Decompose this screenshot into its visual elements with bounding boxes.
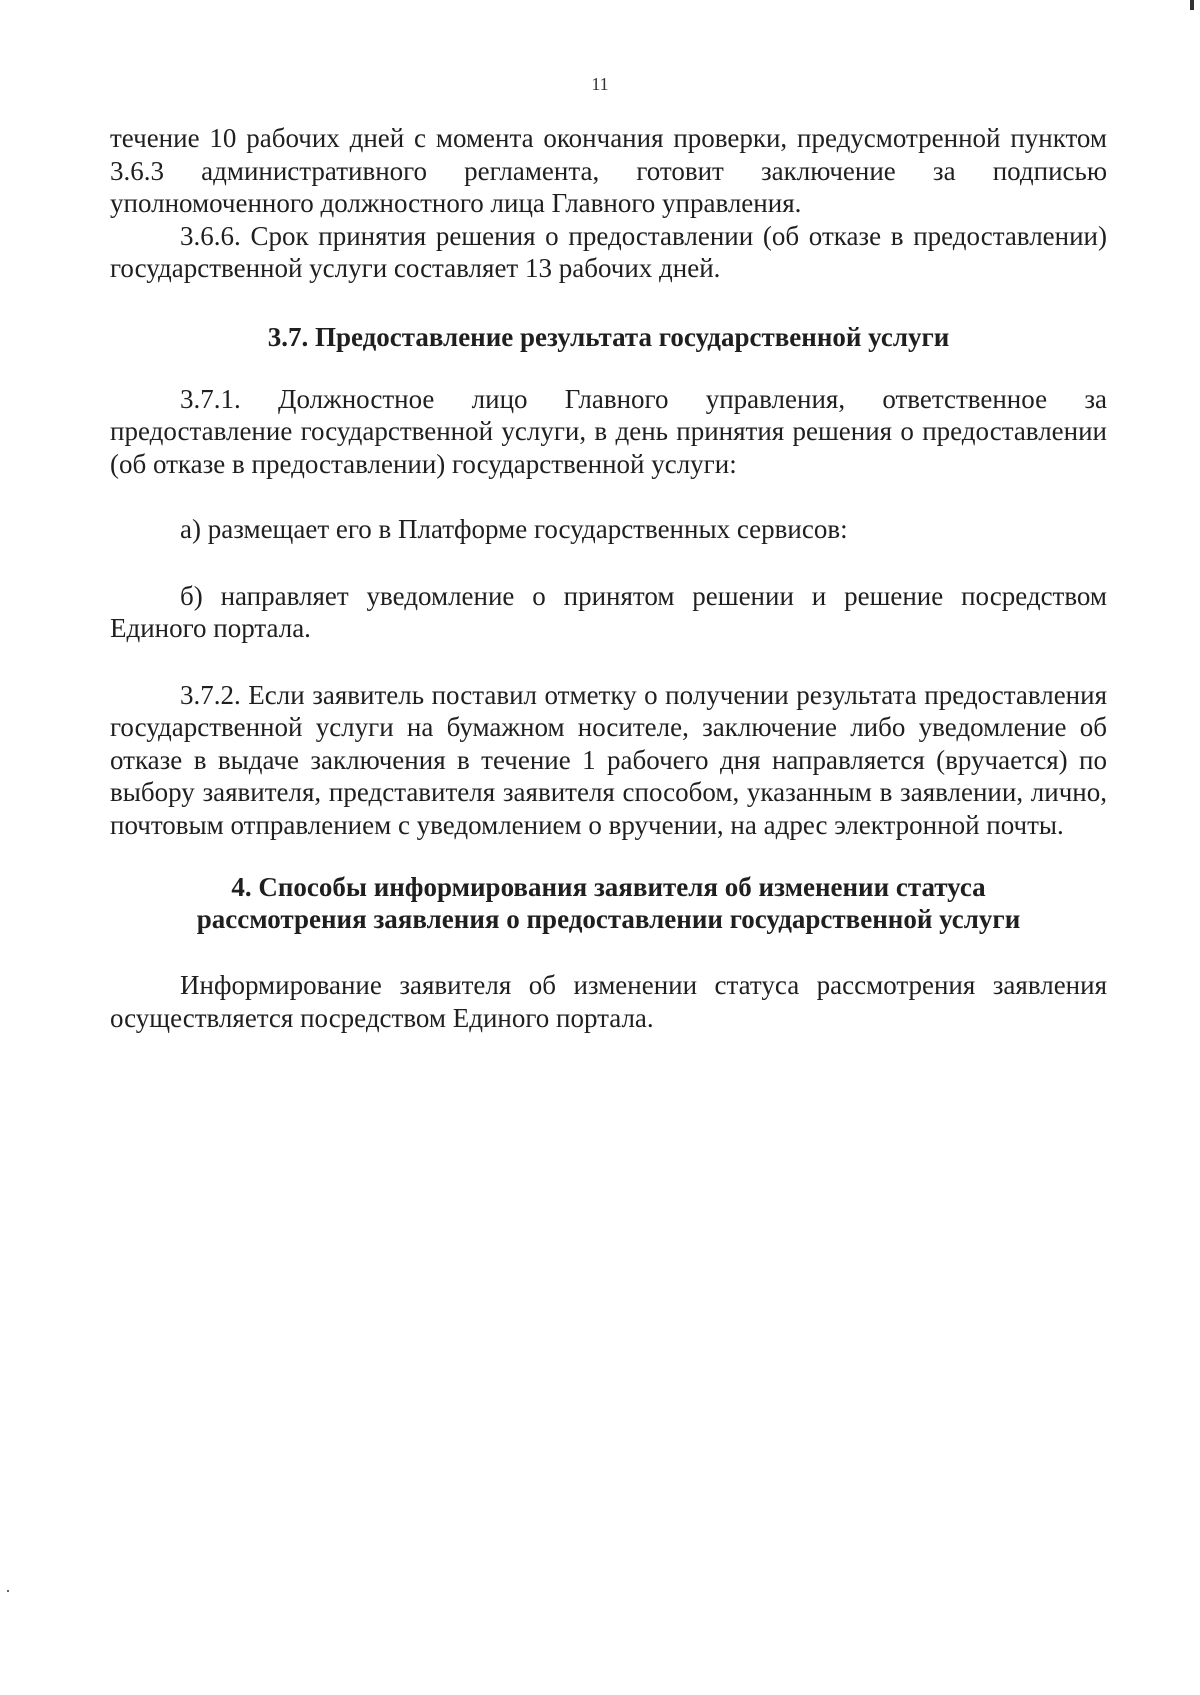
section-heading-3-7: 3.7. Предоставление результата государственной услуги (267, 321, 950, 352)
paragraph-4: Информирование заявителя об изменении статуса рассмотрения заявления осуществляется посредством Единого портала. (110, 970, 1107, 1033)
paragraph-3-7-1: 3.7.1. Должностное лицо Главного управления, ответственное за предоставление государственной услуги, в день принятия решения о предоставлении (об отказе в предоставлении) государственной услуги: (110, 383, 1107, 479)
paragraph-continuation: течение 10 рабочих дней с момента окончания проверки, предусмотренной пунктом 3.6.3 административного регламента, готовит заключение за подписью уполномоченного должностного лица Главного управления. (110, 123, 1107, 218)
scan-artifact (1190, 0, 1194, 10)
section-heading-4-line2: рассмотрения заявления о предоставлении государственной услуги (196, 904, 1021, 934)
document-body (110, 122, 1107, 1034)
page-number: 11 (591, 74, 609, 94)
scan-artifact-dot (7, 1590, 9, 1592)
section-heading-4-line1: 4. Способы информирования заявителя об изменении статуса (231, 872, 986, 902)
list-item-a: а) размещает его в Платформе государственных сервисов: (180, 514, 848, 544)
paragraph-3-7-2: 3.7.2. Если заявитель поставил отметку о получении результата предоставления государственной услуги на бумажном носителе, заключение либо уведомление об отказе в выдаче заключения в течение 1 рабочего дня направляется (вручается) по выбору заявителя, представителя заявителя способом, указанным в заявлении, лично, почтовым отправлением с уведомлением о вручении, на адрес электронной почты. (110, 679, 1107, 840)
list-item-b: б) направляет уведомление о принятом решении и решение посредством Единого портала. (110, 580, 1107, 643)
paragraph-3-6-6: 3.6.6. Срок принятия решения о предоставлении (об отказе в предоставлении) государственной услуги составляет 13 рабочих дней. (110, 220, 1107, 283)
